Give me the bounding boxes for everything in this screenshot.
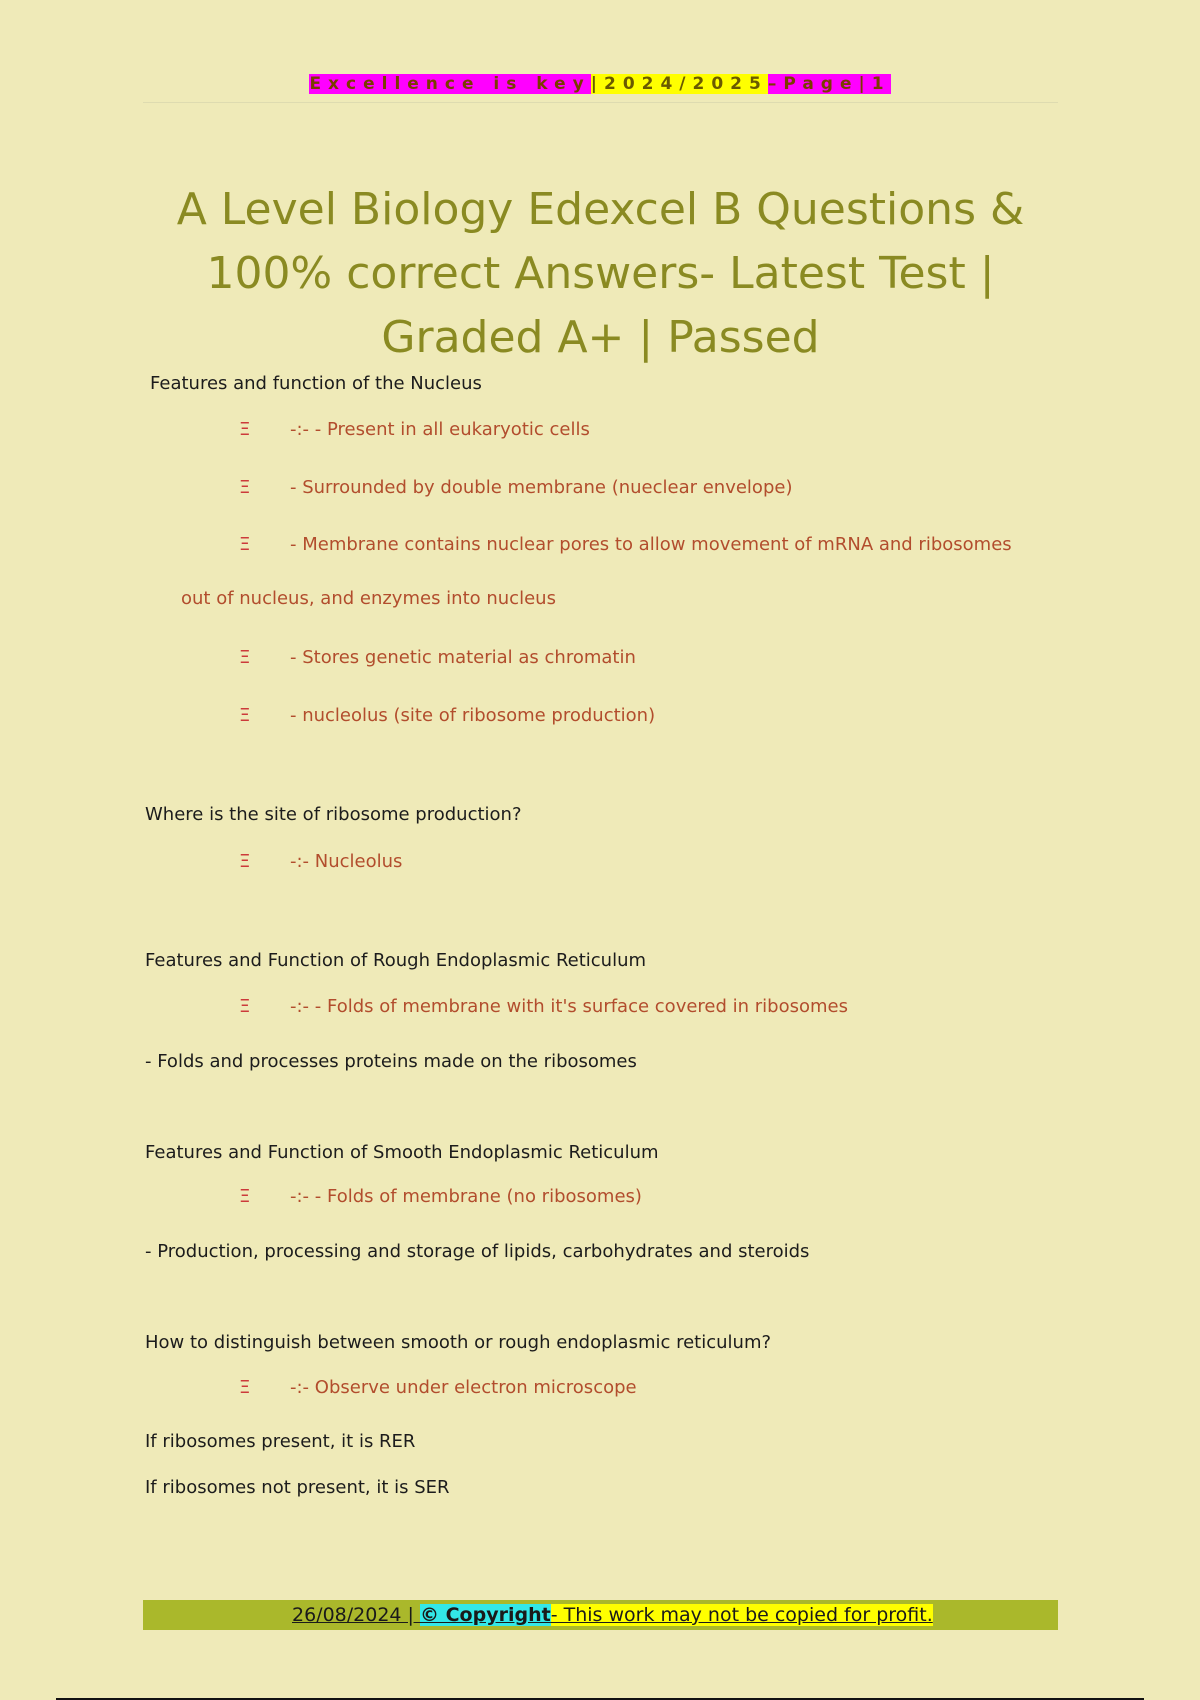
answer-line: -:- - Folds of membrane with it's surface covered in ribosomes	[290, 996, 848, 1017]
footer-copyright: © Copyright	[420, 1604, 551, 1626]
question-heading-distinguish-er: How to distinguish between smooth or rough endoplasmic reticulum?	[145, 1332, 772, 1353]
footer-date: 26/08/2024 |	[292, 1604, 420, 1626]
header-year: 2024/2025	[603, 74, 768, 94]
answer-continuation: out of nucleus, and enzymes into nucleus	[181, 588, 556, 609]
answer-line: - Stores genetic material as chromatin	[290, 647, 636, 668]
answer-note: If ribosomes present, it is RER	[145, 1431, 416, 1452]
bullet-icon: Ξ	[239, 1186, 251, 1207]
answer-line: -:- Observe under electron microscope	[290, 1377, 637, 1398]
bullet-icon: Ξ	[239, 477, 251, 498]
bullet-icon: Ξ	[239, 647, 251, 668]
bullet-icon: Ξ	[239, 851, 251, 872]
footer-note: - This work may not be copied for profit.	[550, 1604, 933, 1626]
bullet-icon: Ξ	[239, 1377, 251, 1398]
footer	[292, 1602, 933, 1628]
answer-line: -:- - Folds of membrane (no ribosomes)	[290, 1186, 642, 1207]
answer-line: -:- - Present in all eukaryotic cells	[290, 419, 590, 440]
header-divider	[143, 102, 1058, 103]
answer-note: - Folds and processes proteins made on the ribosomes	[145, 1051, 637, 1072]
question-heading-ribosome-site: Where is the site of ribosome production?	[145, 804, 522, 825]
question-heading-nucleus: Features and function of the Nucleus	[150, 373, 482, 394]
document-title: A Level Biology Edexcel B Questions & 100% correct Answers- Latest Test | Graded A+ | Passed	[176, 184, 1025, 363]
page-header	[0, 70, 1200, 98]
answer-note: - Production, processing and storage of lipids, carbohydrates and steroids	[145, 1241, 810, 1262]
header-separator: |	[590, 74, 604, 94]
answer-line: -:- Nucleolus	[290, 851, 403, 872]
answer-line: - Surrounded by double membrane (nueclear envelope)	[290, 477, 793, 498]
header-page-number: 1	[871, 74, 891, 94]
bullet-icon: Ξ	[239, 419, 251, 440]
question-heading-ser: Features and Function of Smooth Endoplasmic Reticulum	[145, 1142, 659, 1163]
question-heading-rer: Features and Function of Rough Endoplasmic Reticulum	[145, 950, 647, 971]
answer-line: - nucleolus (site of ribosome production)	[290, 705, 656, 726]
answer-note: If ribosomes not present, it is SER	[145, 1477, 450, 1498]
bullet-icon: Ξ	[239, 705, 251, 726]
answer-line: - Membrane contains nuclear pores to allow movement of mRNA and ribosomes	[290, 534, 1012, 555]
header-brand: Excellence is key	[309, 74, 591, 94]
bullet-icon: Ξ	[239, 996, 251, 1017]
header-page-label: –Page|	[767, 74, 872, 94]
bullet-icon: Ξ	[239, 534, 251, 555]
